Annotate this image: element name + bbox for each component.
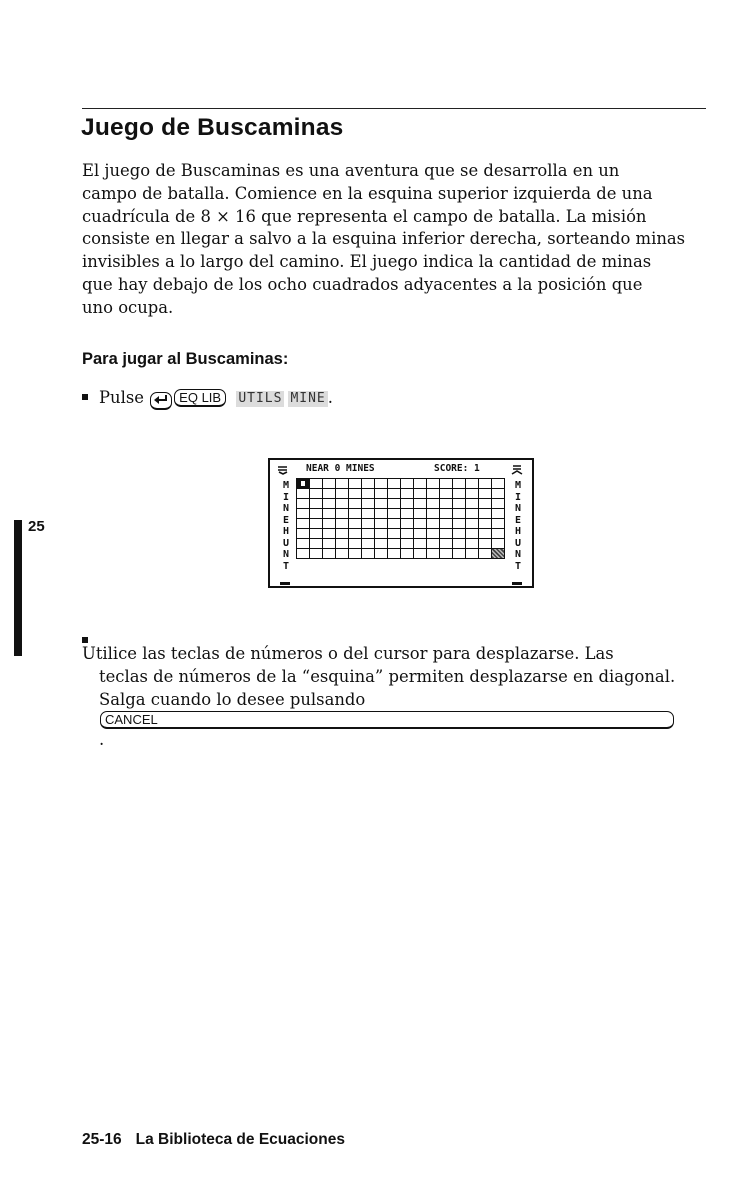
intro-line: uno ocupa. — [82, 297, 174, 317]
side-letter: T — [514, 560, 522, 572]
chapter-number: 25 — [28, 518, 45, 535]
mine-cell — [400, 548, 414, 559]
shift-annunciator-icon — [276, 464, 290, 480]
left-edge-marker — [280, 582, 290, 585]
step-1-text: Pulse — [99, 388, 144, 407]
intro-line: campo de batalla. Comience en la esquina superior izquierda de una — [82, 183, 653, 203]
near-mines-readout: NEAR 0 MINES — [306, 463, 375, 474]
intro-line: El juego de Buscaminas es una aventura que se desarrolla en un — [82, 161, 620, 180]
mine-cell — [374, 548, 388, 559]
left-side-label — [280, 480, 292, 572]
busy-annunciator-icon — [510, 464, 524, 480]
side-letter: T — [282, 560, 290, 572]
side-letter: I — [514, 491, 522, 503]
mine-cell — [309, 548, 323, 559]
side-letter: N — [282, 503, 290, 514]
mine-cell — [296, 548, 310, 559]
side-letter: H — [514, 526, 522, 537]
mine-cell — [478, 548, 492, 559]
page-footer — [82, 1131, 345, 1149]
page-number: 25-16 — [82, 1131, 122, 1148]
softkey-mine: MINE — [290, 391, 326, 406]
score-readout: SCORE: 1 — [434, 463, 480, 474]
side-letter: U — [282, 537, 290, 549]
step-2-line — [82, 689, 675, 753]
mine-cell — [426, 548, 440, 559]
side-letter: N — [514, 503, 522, 514]
mine-cell — [439, 548, 453, 559]
mine-cell — [322, 548, 336, 559]
side-letter: M — [282, 480, 290, 491]
chapter-tab-bar — [14, 520, 22, 656]
side-letter: M — [514, 480, 522, 491]
left-shift-arrow-icon — [150, 392, 172, 410]
side-letter: E — [514, 514, 522, 526]
cancel-key: CANCEL — [100, 711, 674, 729]
section-heading: Juego de Buscaminas — [81, 114, 344, 141]
step-2-line — [82, 637, 675, 666]
intro-line: cuadrícula de 8 × 16 que representa el campo de batalla. La misión — [82, 206, 647, 226]
footer-title: La Biblioteca de Ecuaciones — [135, 1131, 345, 1148]
side-letter: N — [514, 549, 522, 560]
mine-cell — [348, 548, 362, 559]
mine-cell — [452, 548, 466, 559]
step-2 — [82, 637, 675, 752]
step-2-line-text: Salga cuando lo desee pulsando — [99, 689, 366, 709]
right-side-label — [512, 480, 524, 572]
side-letter: I — [282, 491, 290, 503]
bullet-icon — [82, 394, 88, 400]
side-letter: H — [282, 526, 290, 537]
subheading: Para jugar al Buscaminas: — [82, 350, 289, 368]
intro-line: invisibles a lo largo del camino. El juego indica la cantidad de minas — [82, 252, 652, 272]
mine-cell — [335, 548, 349, 559]
goal-cell — [491, 548, 505, 559]
side-letter: E — [282, 514, 290, 526]
intro-line: consiste en llegar a salvo a la esquina inferior derecha, sorteando minas — [82, 229, 686, 249]
intro-line: que hay debajo de los ocho cuadrados adyacentes a la posición que — [82, 274, 643, 294]
eq-lib-key: EQ LIB — [174, 389, 226, 407]
right-edge-marker — [512, 582, 522, 585]
step-1 — [82, 387, 333, 410]
side-letter: U — [514, 537, 522, 549]
side-letter: N — [282, 549, 290, 560]
mine-cell — [413, 548, 427, 559]
softkey-utils: UTILS — [238, 391, 283, 406]
top-rule — [82, 108, 706, 109]
intro-paragraph — [82, 160, 706, 320]
status-bar — [270, 462, 532, 476]
mine-cell — [361, 548, 375, 559]
calculator-screen — [268, 458, 534, 588]
step-2-end: . — [99, 730, 105, 750]
mine-cell — [387, 548, 401, 559]
step-2-line-text: Utilice las teclas de números o del cursor para desplazarse. Las — [82, 644, 614, 663]
step-2-line: teclas de números de la “esquina” permiten desplazarse en diagonal. — [99, 666, 676, 686]
mine-cell — [465, 548, 479, 559]
step-1-end: . — [327, 388, 333, 407]
